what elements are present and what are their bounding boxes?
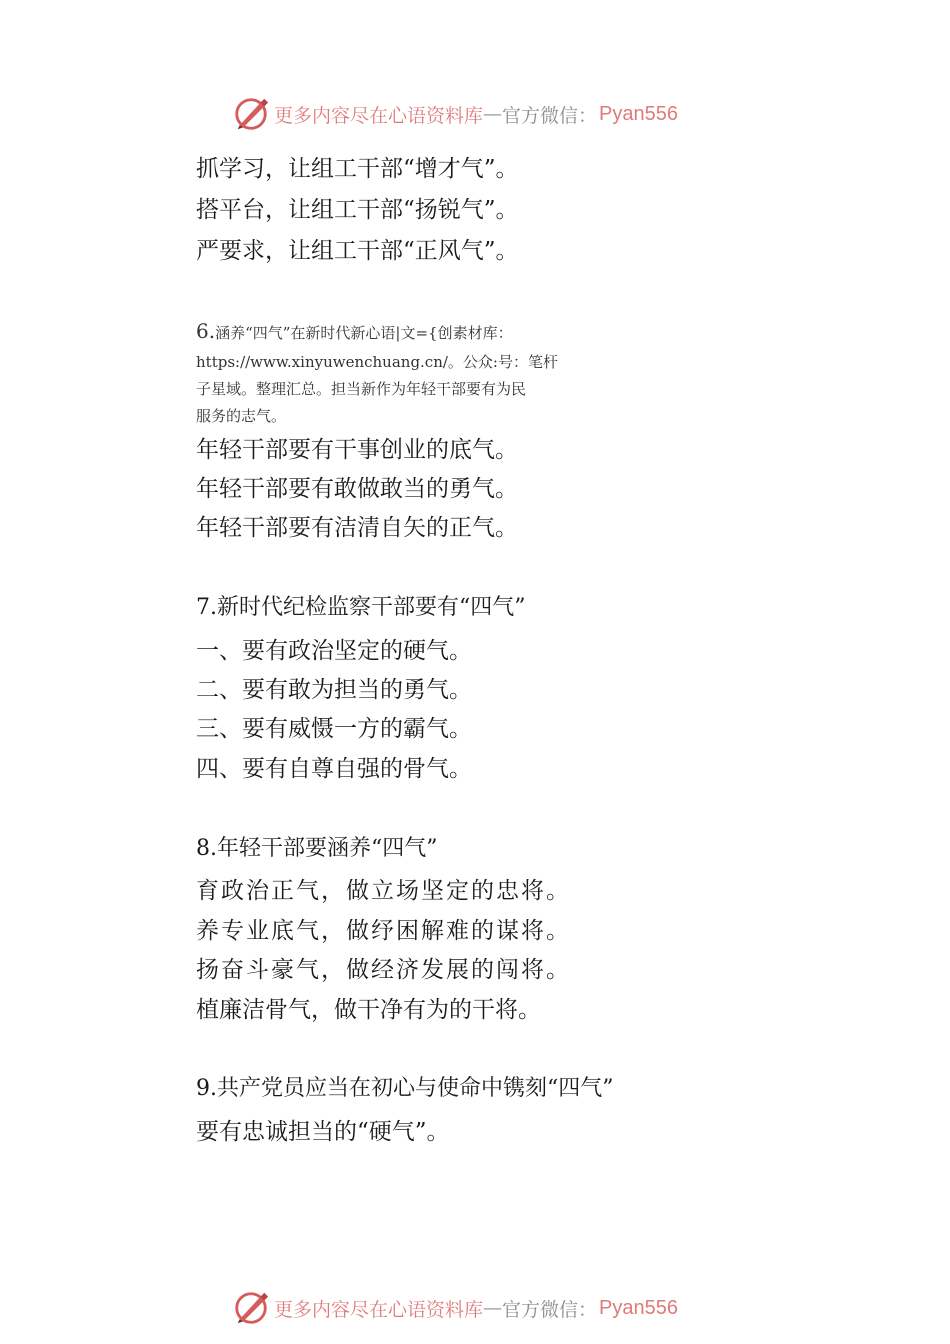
banner-separator: —: [483, 1297, 503, 1319]
header-banner: [232, 94, 752, 134]
text-line: 年轻干部要有敢做敢当的勇气。: [196, 476, 518, 502]
text-line: 严要求，让组工干部“正风气”。: [196, 238, 519, 264]
text-line: 抓学习，让组工干部“增才气”。: [196, 156, 519, 182]
text-line: 植廉洁骨气，做干净有为的干将。: [196, 997, 541, 1023]
text-line: 年轻干部要有洁清自矢的正气。: [196, 515, 518, 541]
footer-banner: [232, 1288, 752, 1328]
section-7-heading: 7.新时代纪检监察干部要有“四气”: [196, 595, 526, 620]
pen-logo-icon: [232, 1289, 270, 1327]
banner-separator: —: [483, 103, 503, 125]
pen-logo-icon: [232, 95, 270, 133]
section-6-intro-line-3: 子星域。整理汇总。担当新作为年轻干部要有为民: [196, 380, 527, 398]
section-6-intro-line-4: 服务的志气。: [196, 407, 287, 425]
text-line: 四、要有自尊自强的骨气。: [196, 756, 472, 782]
banner-wechat-label: 官方微信：: [502, 1298, 598, 1321]
section-8-heading: 8.年轻干部要涵养“四气”: [196, 836, 438, 861]
text-line: 育政治正气，做立场坚定的忠将。: [196, 878, 571, 904]
text-line: 搭平台，让组工干部“扬锐气”。: [196, 197, 519, 223]
section-6-intro-line-1: 6.涵养“四气”在新时代新心语|文={创素材库：: [196, 319, 513, 343]
banner-wechat-id: Pyan556: [599, 102, 678, 125]
text-line: 三、要有威慑一方的霸气。: [196, 716, 472, 742]
banner-text: 更多内容尽在心语资料库: [274, 1298, 484, 1321]
text-line: 扬奋斗豪气，做经济发展的闯将。: [196, 957, 571, 983]
section-9-heading: 9.共产党员应当在初心与使命中镌刻“四气”: [196, 1076, 614, 1101]
text-line: 养专业底气，做纾困解难的谋将。: [196, 918, 571, 944]
banner-wechat-id: Pyan556: [599, 1296, 678, 1319]
section-number: 6.: [196, 319, 216, 343]
section-6-intro-line-2: https://www.xinyuwenchuang.cn/。公众:号：笔杆: [196, 353, 558, 371]
text-line: 年轻干部要有干事创业的底气。: [196, 437, 518, 463]
text-line: 一、要有政治坚定的硬气。: [196, 638, 472, 664]
text-line: 要有忠诚担当的“硬气”。: [196, 1119, 450, 1145]
text-line: 二、要有敢为担当的勇气。: [196, 677, 472, 703]
banner-wechat-label: 官方微信：: [502, 104, 598, 127]
banner-text: 更多内容尽在心语资料库: [274, 104, 484, 127]
